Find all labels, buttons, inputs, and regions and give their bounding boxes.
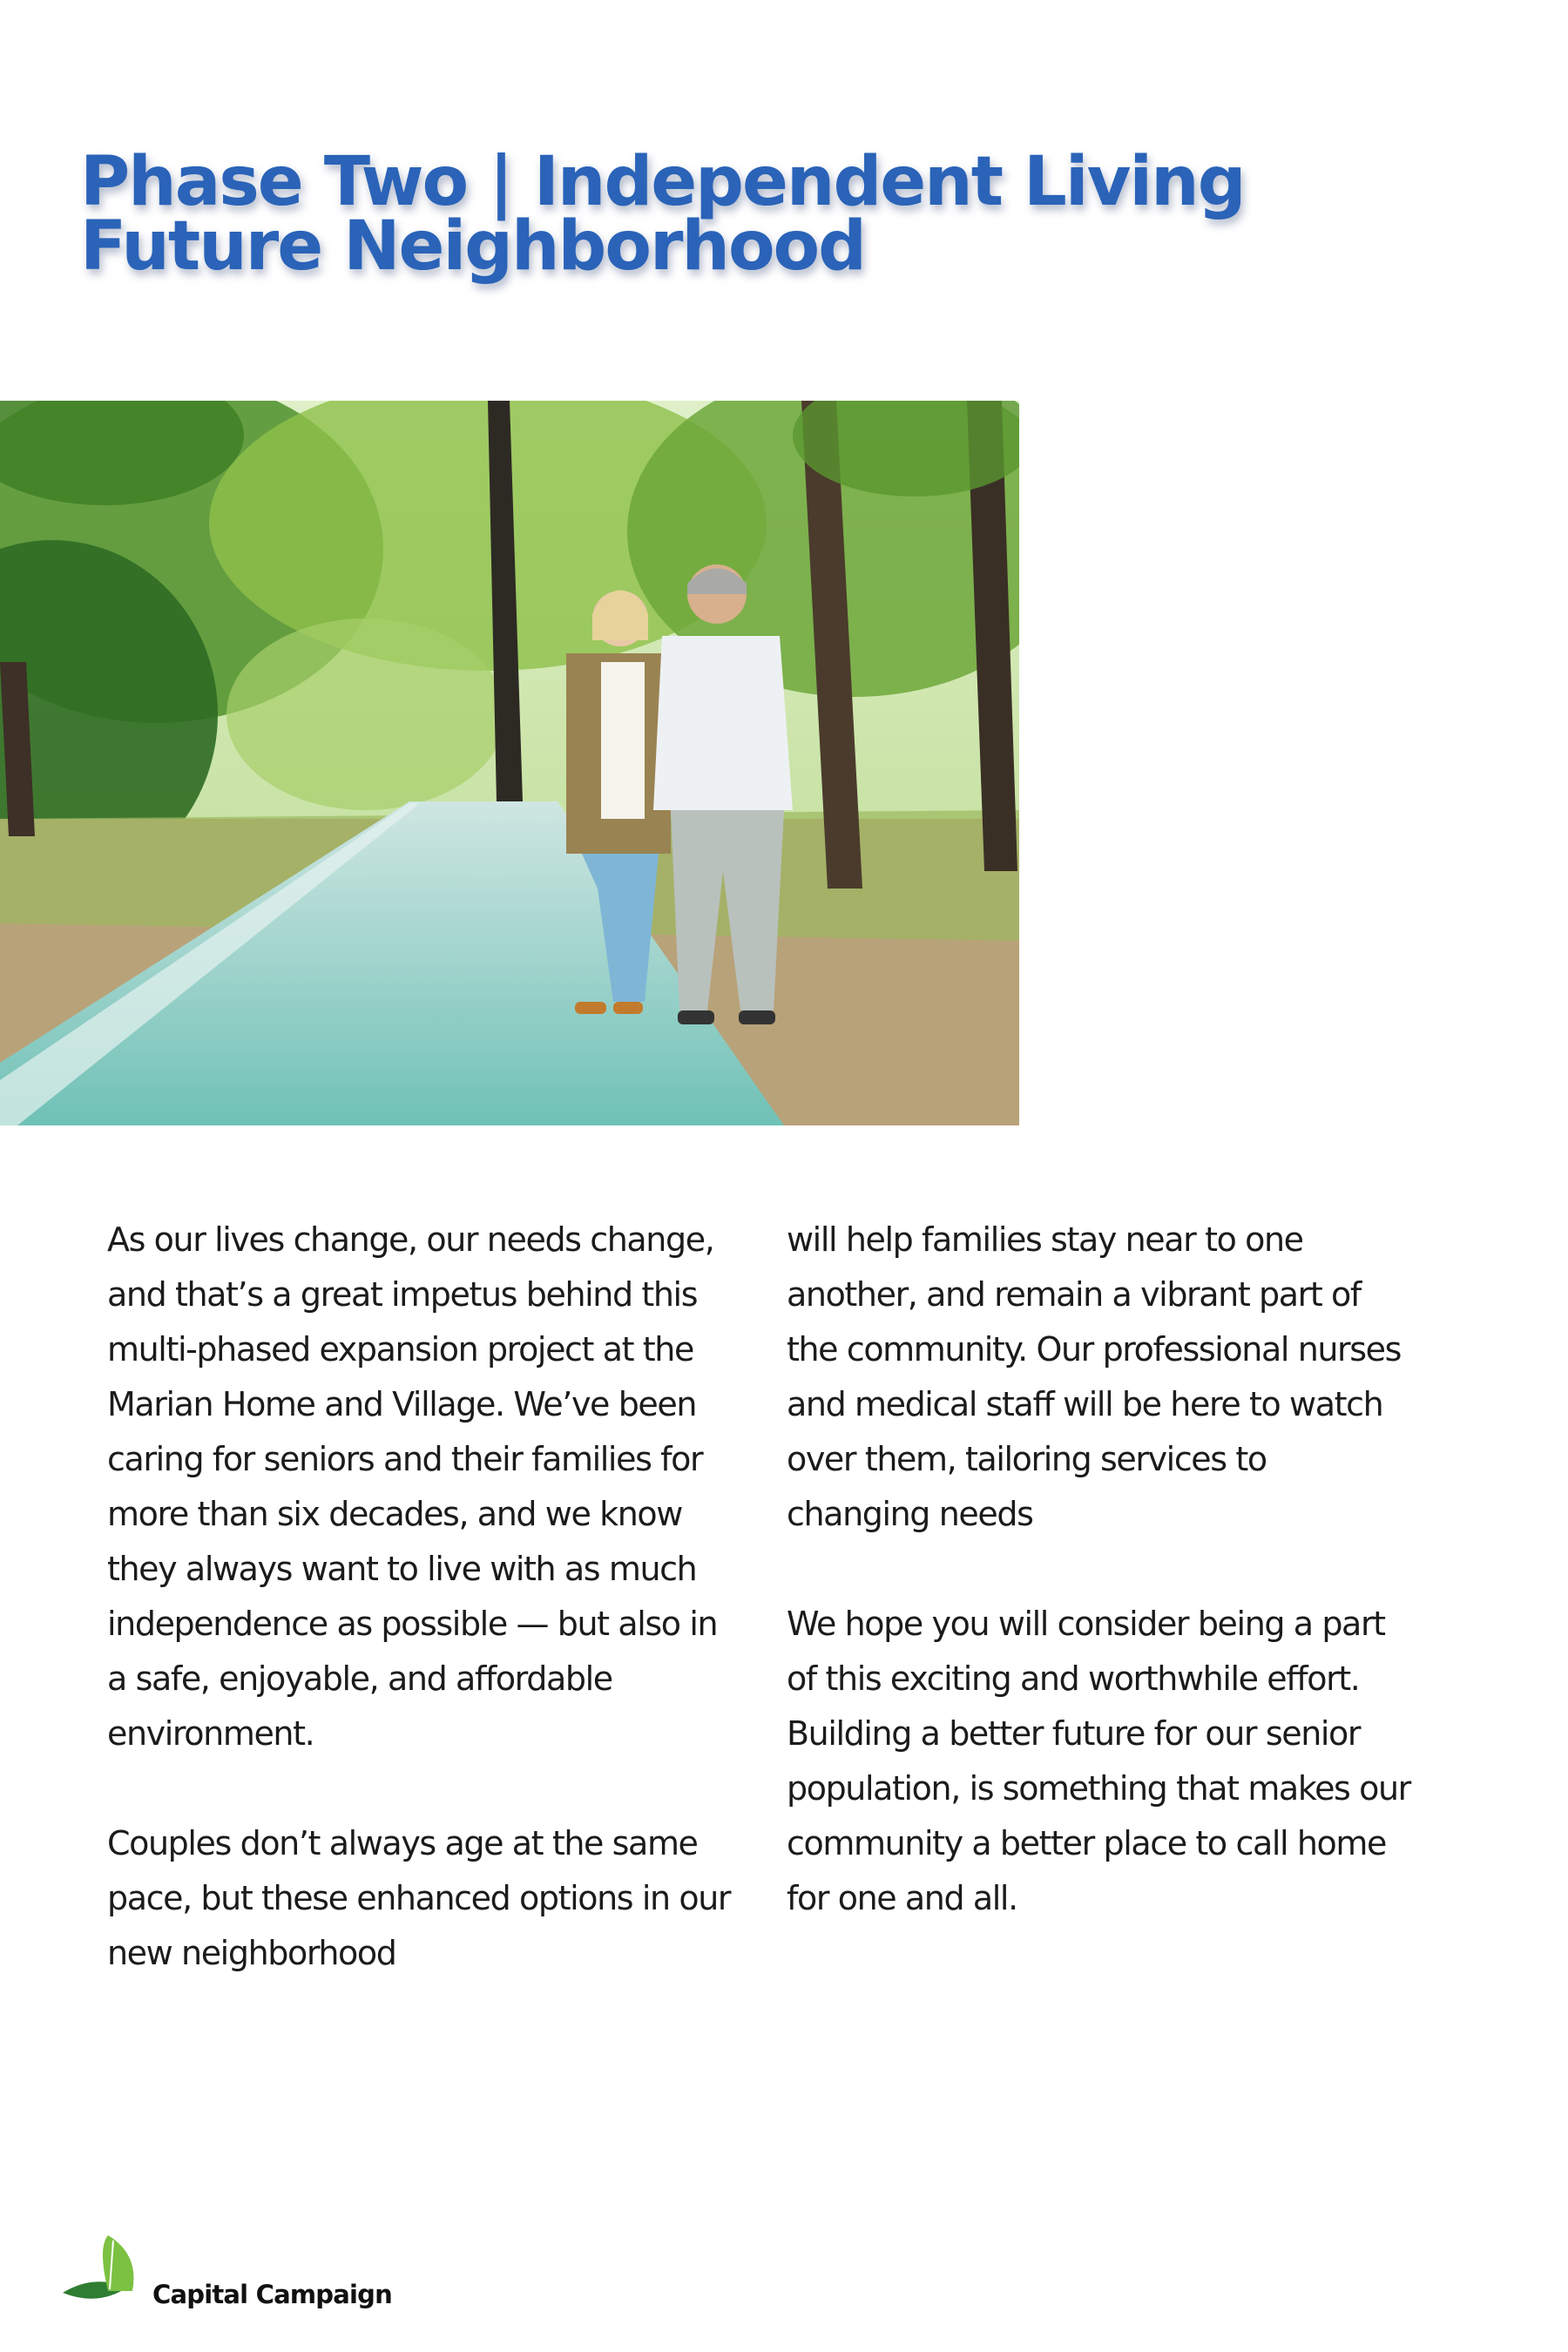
paragraph: We hope you will consider being a part of this exciting and worthwhile effort. Building a better future for our senior population, is something that makes our community a better place to call home for one and all.	[787, 1605, 1410, 1917]
leaf-logo-icon	[59, 2230, 155, 2317]
paragraph: Couples don’t always age at the same pace, but these enhanced options in our new neighborhood	[107, 1824, 731, 1972]
footer-logo	[59, 2230, 460, 2317]
paragraph: As our lives change, our needs change, and that’s a great impetus behind this multi-phased expansion project at the Marian Home and Village. We’ve been caring for seniors and their families for more than six decades, and we know they always want to live with as much independence as possible — but also in a safe, enjoyable, and affordable environment.	[107, 1220, 718, 1753]
couple-walking-photo	[0, 401, 1019, 1125]
body-column-right	[787, 1213, 1414, 1981]
paragraph: will help families stay near to one another, and remain a vibrant part of the community. Our professional nurses and medical staff will be here to watch over them, tailoring services to changing needs	[787, 1220, 1402, 1533]
title-line-2: Future Neighborhood	[80, 207, 865, 286]
title-line-1: Phase Two | Independent Living	[80, 143, 1245, 221]
body-column-left	[107, 1213, 734, 2036]
page-title	[80, 143, 1387, 286]
brand-name: Capital Campaign	[152, 2280, 392, 2309]
